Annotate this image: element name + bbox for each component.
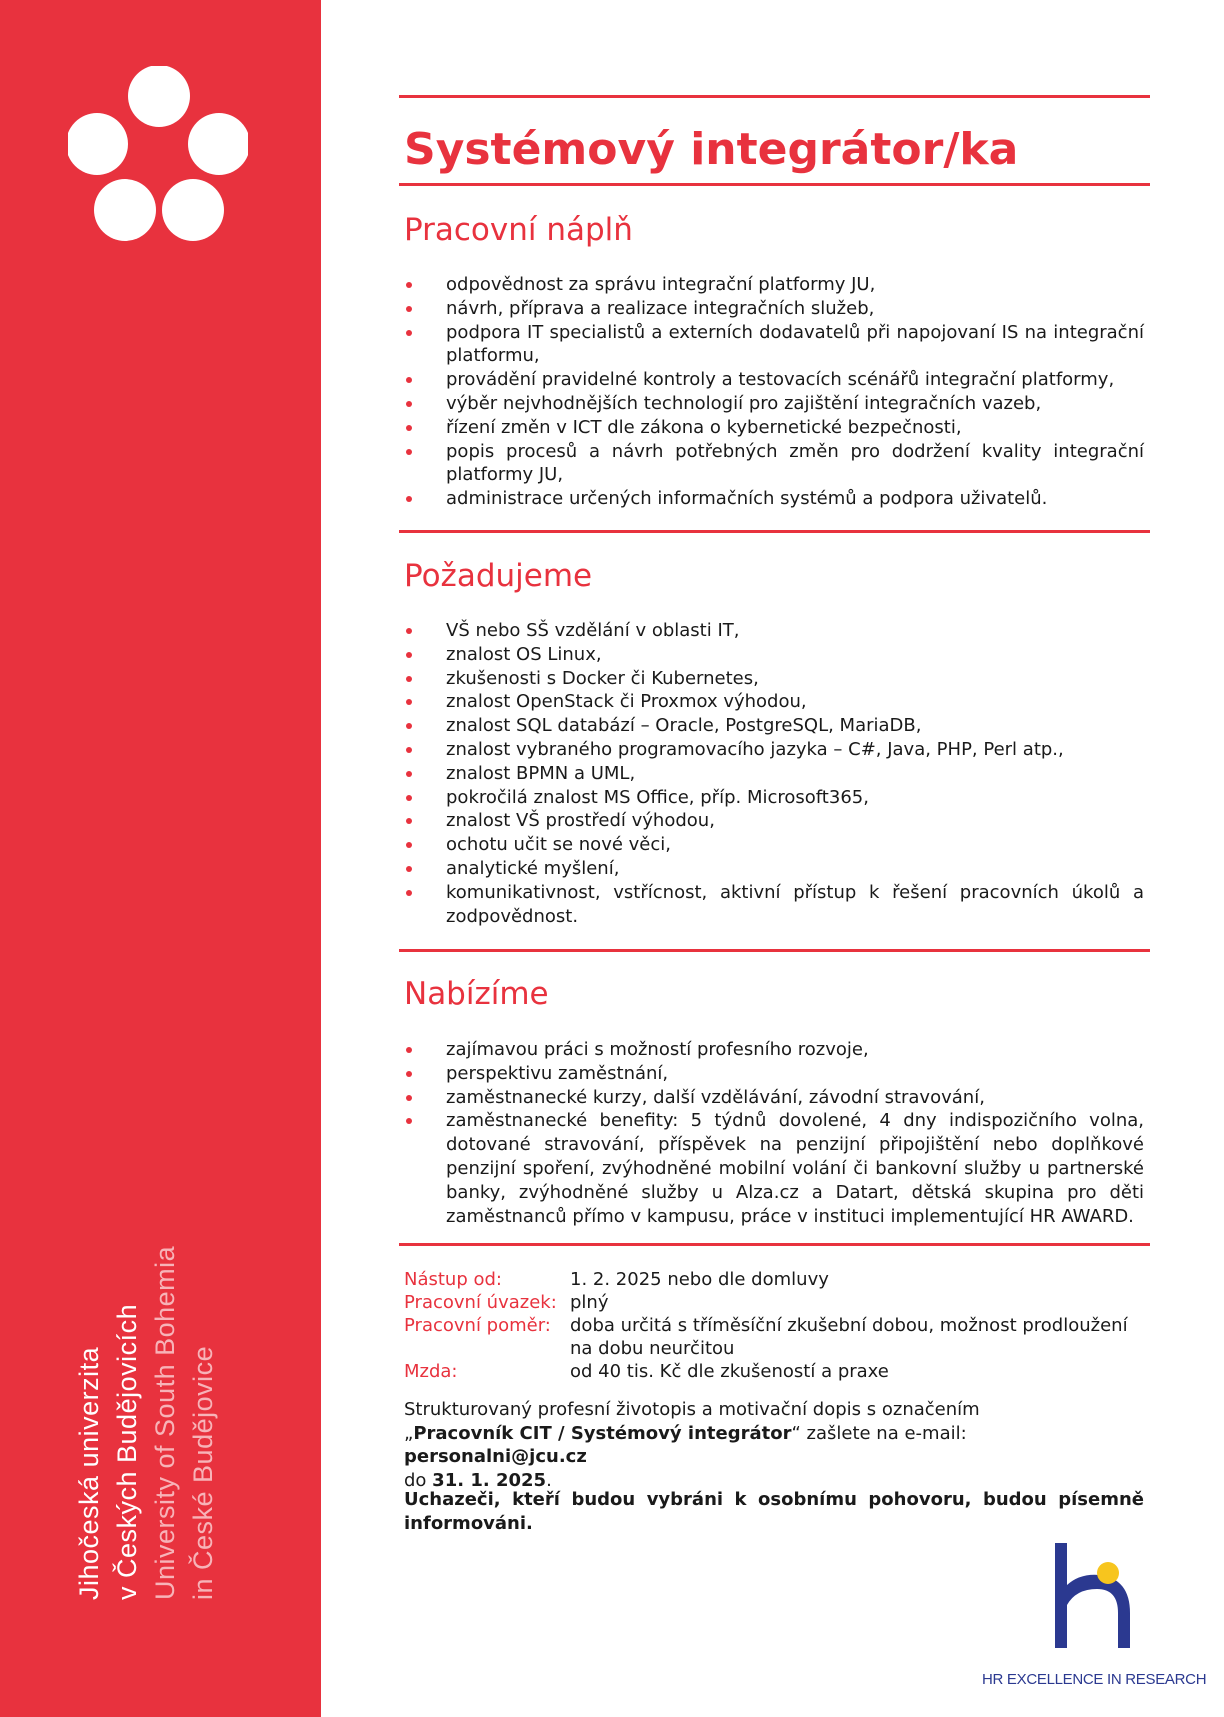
offer-heading: Nabízíme	[404, 976, 549, 1012]
list-item: VŠ nebo SŠ vzdělání v oblasti IT,	[404, 619, 1144, 643]
detail-row-relation	[404, 1314, 1144, 1360]
application-text: Strukturovaný profesní životopis a motivační dopis s označením	[404, 1399, 980, 1420]
position-details	[404, 1268, 1144, 1383]
detail-row-salary	[404, 1360, 1144, 1383]
offer-list	[404, 1038, 1144, 1228]
list-item: pokročilá znalost MS Office, příp. Microsoft365,	[404, 786, 1144, 810]
list-item: znalost SQL databází – Oracle, PostgreSQL, MariaDB,	[404, 714, 1144, 738]
quote-open: „	[404, 1422, 414, 1444]
requirements-list	[404, 619, 1144, 928]
divider	[399, 1243, 1150, 1246]
hr-excellence-caption: HR EXCELLENCE IN RESEARCH	[982, 1671, 1207, 1688]
list-item: ochotu učit se nové věci,	[404, 833, 1144, 857]
start-label: Nástup od:	[404, 1269, 502, 1290]
university-name-cz-line2: v Českých Budějovicích	[112, 1303, 142, 1600]
list-item: perspektivu zaměstnání,	[404, 1062, 1144, 1086]
list-item: popis procesů a návrh potřebných změn pro dodržení kvality integrační platformy JU,	[404, 440, 1144, 488]
application-instructions	[404, 1398, 1144, 1492]
divider	[399, 530, 1150, 533]
position-tag: Pracovník CIT / Systémový integrátor	[413, 1422, 792, 1444]
list-item: zaměstnanecké kurzy, další vzdělávání, závodní stravování,	[404, 1086, 1144, 1110]
list-item: znalost BPMN a UML,	[404, 762, 1144, 786]
relation-label: Pracovní poměr:	[404, 1315, 551, 1336]
selection-notice: Uchazeči, kteří budou vybráni k osobnímu pohovoru, budou písemně informováni.	[404, 1489, 1144, 1534]
list-item: řízení změn v ICT dle zákona o kybernetické bezpečnosti,	[404, 416, 1144, 440]
deadline-date: 31. 1. 2025	[432, 1469, 547, 1491]
list-item: znalost OpenStack či Proxmox výhodou,	[404, 690, 1144, 714]
application-text: .	[546, 1469, 552, 1491]
salary-value: od 40 tis. Kč dle zkušeností a praxe	[570, 1361, 889, 1382]
page-title: Systémový integrátor/ka	[404, 124, 1019, 175]
divider	[399, 949, 1150, 952]
load-value: plný	[570, 1292, 609, 1313]
list-item: odpovědnost za správu integrační platformy JU,	[404, 273, 1144, 297]
list-item: znalost VŠ prostředí výhodou,	[404, 809, 1144, 833]
divider	[399, 183, 1150, 186]
list-item: podpora IT specialistů a externích dodavatelů při napojovaní IS na integrační platformu,	[404, 321, 1144, 369]
divider	[399, 95, 1150, 98]
detail-row-start	[404, 1268, 1144, 1291]
start-value: 1. 2. 2025 nebo dle domluvy	[570, 1269, 829, 1290]
requirements-heading: Požadujeme	[404, 558, 593, 594]
university-name-en-line2: in České Budějovice	[188, 1345, 218, 1600]
salary-label: Mzda:	[404, 1361, 458, 1382]
five-circles-logo-icon	[68, 66, 248, 246]
application-text: do	[404, 1469, 433, 1491]
list-item: komunikativnost, vstřícnost, aktivní přístup k řešení pracovních úkolů a zodpovědnost.	[404, 881, 1144, 929]
list-item: zkušenosti s Docker či Kubernetes,	[404, 667, 1144, 691]
list-item: znalost vybraného programovacího jazyka – C#, Java, PHP, Perl atp.,	[404, 738, 1144, 762]
hr-logo-icon	[1050, 1543, 1140, 1651]
relation-value: doba určitá s tříměsíční zkušební dobou, možnost prodloužení na dobu neurčitou	[570, 1315, 1128, 1359]
university-name-en-line1: University of South Bohemia	[150, 1245, 180, 1600]
list-item: návrh, příprava a realizace integračních služeb,	[404, 297, 1144, 321]
contact-email[interactable]: personalni@jcu.cz	[404, 1446, 587, 1467]
list-item: provádění pravidelné kontroly a testovacích scénářů integrační platformy,	[404, 368, 1144, 392]
list-item: zajímavou práci s možností profesního rozvoje,	[404, 1038, 1144, 1062]
duties-list	[404, 273, 1144, 511]
university-name-vertical	[70, 1246, 222, 1600]
list-item: výběr nejvhodnějších technologií pro zajištění integračních vazeb,	[404, 392, 1144, 416]
duties-heading: Pracovní náplň	[404, 212, 633, 248]
university-name-cz-line1: Jihočeská univerzita	[74, 1346, 104, 1600]
list-item: zaměstnanecké benefity: 5 týdnů dovolené, 4 dny indispozičního volna, dotované stravování, příspěvek na penzijní připojištění nebo doplňkové penzijní spoření, zvýhodněné mobilní volání či bankovní služby u partnerské banky, zvýhodněné služby u Alza.cz a Datart, dětská skupina pro děti zaměstnanců přímo v kampusu, práce v instituci implementující HR AWARD.	[404, 1109, 1144, 1228]
application-text: “ zašlete na e-mail:	[791, 1422, 967, 1444]
sidebar	[0, 0, 321, 1717]
detail-row-load	[404, 1291, 1144, 1314]
load-label: Pracovní úvazek:	[404, 1292, 557, 1313]
list-item: znalost OS Linux,	[404, 643, 1144, 667]
list-item: analytické myšlení,	[404, 857, 1144, 881]
list-item: administrace určených informačních systémů a podpora uživatelů.	[404, 487, 1144, 511]
